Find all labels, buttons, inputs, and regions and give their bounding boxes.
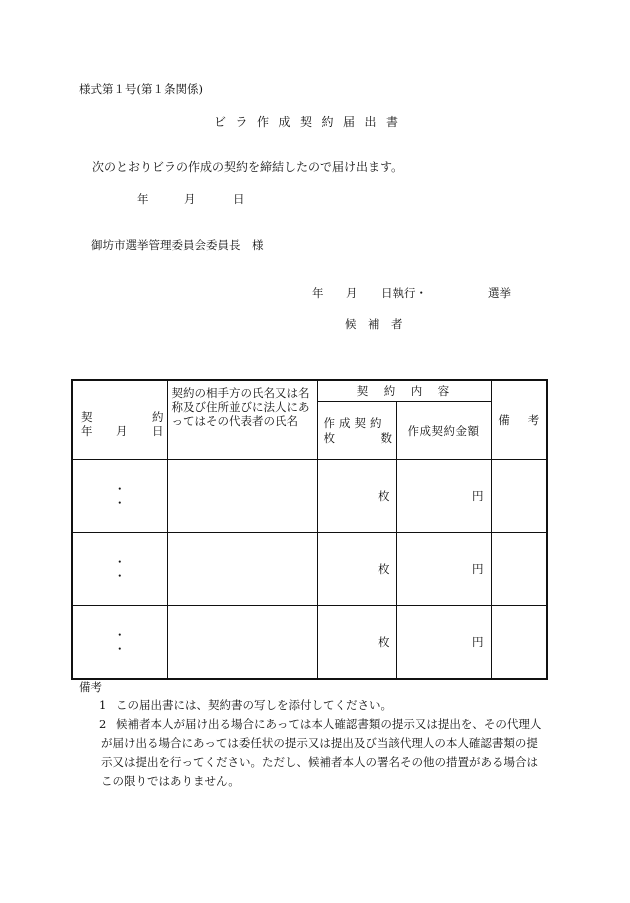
election-month-label: 月 — [346, 286, 358, 300]
note-continuation-line: この限りではありません。 — [101, 774, 240, 788]
note-continuation-line: が届け出る場合にあっては委任状の提示又は提出及び当該代理人の本人確認書類の提 — [101, 736, 538, 750]
date-header-day: 日 — [152, 424, 164, 438]
note-text: この届出書には、契約書の写しを添付してください。 — [116, 698, 392, 712]
quantity-header-count: 数 — [380, 431, 392, 445]
date-header-month: 月 — [116, 424, 128, 438]
quantity-header-line1: 作成契約 — [323, 416, 386, 430]
amount-header-cell: 作成契約金額 — [396, 402, 491, 460]
note-item-2 — [99, 715, 541, 734]
election-label: 選挙 — [488, 286, 511, 300]
contract-content-header: 契 約 内 容 — [317, 380, 491, 402]
row-remarks-cell[interactable] — [491, 533, 547, 606]
election-day-exec-label: 日執行・ — [381, 286, 427, 300]
remarks-header-bi: 備 — [498, 413, 510, 427]
date-header-yaku: 約 — [152, 410, 164, 424]
row-party-cell[interactable] — [167, 606, 317, 680]
table-row — [72, 606, 547, 680]
table-row — [72, 533, 547, 606]
date-day-label: 日 — [233, 192, 245, 206]
row-remarks-cell[interactable] — [491, 606, 547, 680]
row-date-cell[interactable]: ・ ・ — [72, 533, 167, 606]
date-month-label: 月 — [184, 192, 196, 206]
note-text: 候補者本人が届け出る場合にあっては本人確認書類の提示又は提出を、その代理人 — [116, 717, 542, 731]
remarks-header-kou: 考 — [527, 413, 540, 427]
date-header-contract: 契 — [81, 410, 93, 424]
note-continuation-line: 示又は提出を行ってください。ただし、候補者本人の署名その他の措置がある場合は — [101, 755, 538, 769]
row-party-cell[interactable] — [167, 460, 317, 533]
row-quantity-cell[interactable]: 枚 — [317, 460, 396, 533]
row-date-cell[interactable]: ・ ・ — [72, 460, 167, 533]
document-title: ビラ作成契約届出書 — [214, 115, 408, 129]
note-number: 2 — [99, 717, 107, 731]
row-quantity-cell[interactable]: 枚 — [317, 533, 396, 606]
candidate-label: 候 補 者 — [345, 317, 403, 331]
date-header-year: 年 — [81, 424, 93, 438]
notes-heading: 備考 — [79, 680, 102, 694]
table-row — [72, 460, 547, 533]
row-amount-cell[interactable]: 円 — [396, 606, 491, 680]
form-number: 様式第１号(第１条関係) — [79, 82, 203, 96]
row-amount-cell[interactable]: 円 — [396, 533, 491, 606]
row-party-cell[interactable] — [167, 533, 317, 606]
party-header-cell: 契約の相手方の氏名又は名称及び住所並びに法人にあってはその代表者の氏名 — [167, 380, 317, 460]
lead-text: 次のとおりビラの作成の契約を締結したので届け出ます。 — [92, 160, 404, 174]
note-item-1 — [99, 696, 392, 715]
row-amount-cell[interactable]: 円 — [396, 460, 491, 533]
quantity-header-cell — [317, 402, 396, 460]
contract-table — [71, 379, 548, 680]
row-date-cell[interactable]: ・ ・ — [72, 606, 167, 680]
row-quantity-cell[interactable]: 枚 — [317, 606, 396, 680]
election-year-label: 年 — [312, 286, 324, 300]
note-number: 1 — [99, 698, 107, 712]
quantity-header-sheet: 枚 — [323, 431, 335, 445]
date-header-cell — [72, 380, 167, 460]
addressee: 御坊市選挙管理委員会委員長 様 — [91, 238, 264, 252]
date-year-label: 年 — [137, 192, 149, 206]
remarks-header-cell — [491, 380, 547, 460]
row-remarks-cell[interactable] — [491, 460, 547, 533]
